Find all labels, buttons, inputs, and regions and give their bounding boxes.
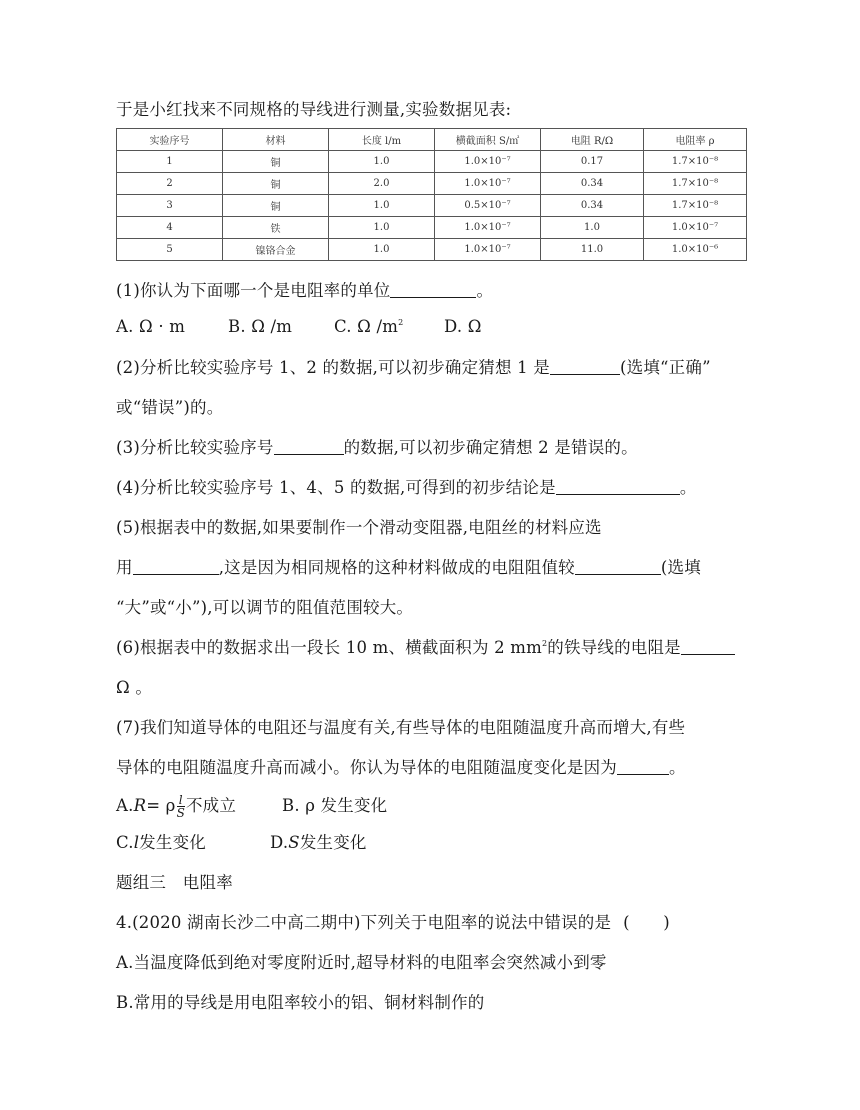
- table-cell: 铁: [223, 217, 329, 239]
- question-6: [116, 637, 735, 659]
- option-c-variable: l: [133, 833, 140, 852]
- question-2-continued: 或“错误”)的。: [116, 398, 224, 417]
- option-c: [334, 316, 444, 338]
- question-5-text-mid: ,这是因为相同规格的这种材料做成的电阻阻值较: [218, 558, 575, 577]
- question-3-text-end: 的数据,可以初步确定猜想 2 是错误的。: [343, 438, 638, 457]
- table-header-row: [117, 129, 747, 151]
- table-cell: 1.0: [329, 151, 435, 173]
- table-row: [117, 217, 747, 239]
- table-header-cell: 横截面积 S/㎡: [435, 129, 541, 151]
- answer-bracket[interactable]: ( ): [623, 913, 670, 932]
- question-1-text: (1)你认为下面哪一个是电阻率的单位: [116, 281, 391, 300]
- option-a-letter: A.: [116, 796, 134, 815]
- table-cell: 1.0×10⁻⁷: [435, 239, 541, 261]
- answer-blank[interactable]: [575, 558, 661, 575]
- question-4: [116, 477, 697, 499]
- table-cell: 1.0×10⁻⁷: [435, 217, 541, 239]
- option-d: D. Ω: [444, 317, 482, 336]
- question-3: [116, 437, 638, 459]
- question-6-superscript: 2: [541, 639, 548, 648]
- question-5-hint: (选填: [660, 558, 701, 577]
- question-7-options-ab: [116, 793, 387, 819]
- question-2-text: (2)分析比较实验序号 1、2 的数据,可以初步确定猜想 1 是: [116, 358, 550, 377]
- option-d-text: 发生变化: [299, 833, 367, 852]
- option-d-variable: S: [288, 833, 300, 852]
- question-2: [116, 357, 711, 379]
- option-d: [270, 833, 367, 852]
- table-cell: 1.7×10⁻⁸: [644, 151, 747, 173]
- question-5: (5)根据表中的数据,如果要制作一个滑动变阻器,电阻丝的材料应选: [116, 518, 602, 537]
- table-cell: 1.0: [329, 195, 435, 217]
- question-1-options: [116, 316, 482, 338]
- table-cell: 5: [117, 239, 223, 261]
- option-a-text: 不成立: [185, 796, 237, 815]
- question-7: (7)我们知道导体的电阻还与温度有关,有些导体的电阻随温度升高而增大,有些: [116, 718, 686, 737]
- option-a-equals: = ρ: [146, 796, 176, 815]
- answer-blank[interactable]: [390, 281, 476, 298]
- fraction-denominator: S: [176, 806, 185, 820]
- table-cell: 1.0×10⁻⁶: [644, 239, 747, 261]
- option-c-text: C. Ω /m: [334, 317, 399, 336]
- option-b: B.常用的导线是用电阻率较小的铝、铜材料制作的: [116, 993, 485, 1012]
- question-7-end: 。: [669, 758, 686, 777]
- table-header-cell: 实验序号: [117, 129, 223, 151]
- question-7-options-cd: [116, 832, 367, 854]
- table-header-cell: 电阻率 ρ: [644, 129, 747, 151]
- table-cell: 0.34: [541, 195, 644, 217]
- option-a: [116, 793, 282, 819]
- fraction: [177, 794, 185, 819]
- option-c-letter: C.: [116, 833, 134, 852]
- option-c: [116, 832, 270, 854]
- question-6-text: (6)根据表中的数据求出一段长 10 m、横截面积为 2 mm: [116, 638, 542, 657]
- table-row: [117, 173, 747, 195]
- answer-blank[interactable]: [617, 758, 669, 775]
- question-1: [116, 280, 493, 302]
- table-header-cell: 材料: [223, 129, 329, 151]
- option-c-text: 发生变化: [139, 833, 206, 852]
- option-b: B. ρ 发生变化: [282, 796, 388, 815]
- question-stem-text: 4.(2020 湖南长沙二中高二期中)下列关于电阻率的说法中错误的是: [116, 913, 612, 932]
- answer-blank[interactable]: [550, 358, 620, 375]
- table-cell: 0.34: [541, 173, 644, 195]
- table-cell: 0.17: [541, 151, 644, 173]
- table-cell: 0.5×10⁻⁷: [435, 195, 541, 217]
- answer-blank[interactable]: [274, 438, 344, 455]
- question-3-text: (3)分析比较实验序号: [116, 438, 274, 457]
- table-cell: 1.0×10⁻⁷: [435, 173, 541, 195]
- table-row: [117, 195, 747, 217]
- table-cell: 铜: [223, 151, 329, 173]
- table-cell: 4: [117, 217, 223, 239]
- section-heading: 题组三 电阻率: [116, 873, 233, 892]
- table-cell: 镍铬合金: [223, 239, 329, 261]
- table-cell: 1.7×10⁻⁸: [644, 173, 747, 195]
- table-cell: 1.0×10⁻⁷: [435, 151, 541, 173]
- table-cell: 铜: [223, 195, 329, 217]
- table-cell: 2: [117, 173, 223, 195]
- table-cell: 铜: [223, 173, 329, 195]
- option-a: A.当温度降低到绝对零度附近时,超导材料的电阻率会突然减小到零: [116, 953, 607, 972]
- option-c-superscript: 2: [398, 318, 404, 327]
- table-cell: 1.0: [329, 217, 435, 239]
- question-7-text: 导体的电阻随温度升高而减小。你认为导体的电阻随温度变化是因为: [116, 758, 617, 777]
- table-header-cell: 电阻 R/Ω: [541, 129, 644, 151]
- answer-blank[interactable]: [133, 558, 219, 575]
- table-row: [117, 239, 747, 261]
- table-cell: 2.0: [329, 173, 435, 195]
- data-table: [116, 128, 747, 261]
- table-cell: 11.0: [541, 239, 644, 261]
- answer-blank[interactable]: [556, 478, 680, 495]
- question-5-end: “大”或“小”),可以调节的阻值范围较大。: [116, 598, 414, 617]
- table-cell: 1.0: [541, 217, 644, 239]
- table-header-cell: 长度 l/m: [329, 129, 435, 151]
- table-cell: 1: [117, 151, 223, 173]
- table-cell: 3: [117, 195, 223, 217]
- answer-blank[interactable]: [681, 638, 735, 655]
- option-a-variable: R: [133, 796, 147, 815]
- question-2-hint: (选填“正确”: [620, 358, 711, 377]
- question-1-end: 。: [476, 281, 494, 300]
- table-row: [117, 151, 747, 173]
- table-cell: 1.0: [329, 239, 435, 261]
- table-cell: 1.0×10⁻⁷: [644, 217, 747, 239]
- table-cell: 1.7×10⁻⁸: [644, 195, 747, 217]
- question-4-end: 。: [679, 478, 697, 497]
- option-b: B. Ω /m: [228, 317, 293, 336]
- question-5-continued: [116, 557, 701, 579]
- question-6-unit: Ω 。: [116, 678, 153, 697]
- question-7-continued: [116, 757, 686, 779]
- intro-text: 于是小红找来不同规格的导线进行测量,实验数据见表:: [116, 100, 512, 119]
- fraction-numerator: l: [177, 794, 185, 807]
- question-6-text-end: 的铁导线的电阻是: [547, 638, 681, 657]
- question-4-text: (4)分析比较实验序号 1、4、5 的数据,可得到的初步结论是: [116, 478, 556, 497]
- option-a: A. Ω · m: [116, 317, 186, 336]
- question-5-text: 用: [116, 558, 133, 577]
- question-4-stem: [116, 912, 670, 934]
- option-d-letter: D.: [270, 833, 289, 852]
